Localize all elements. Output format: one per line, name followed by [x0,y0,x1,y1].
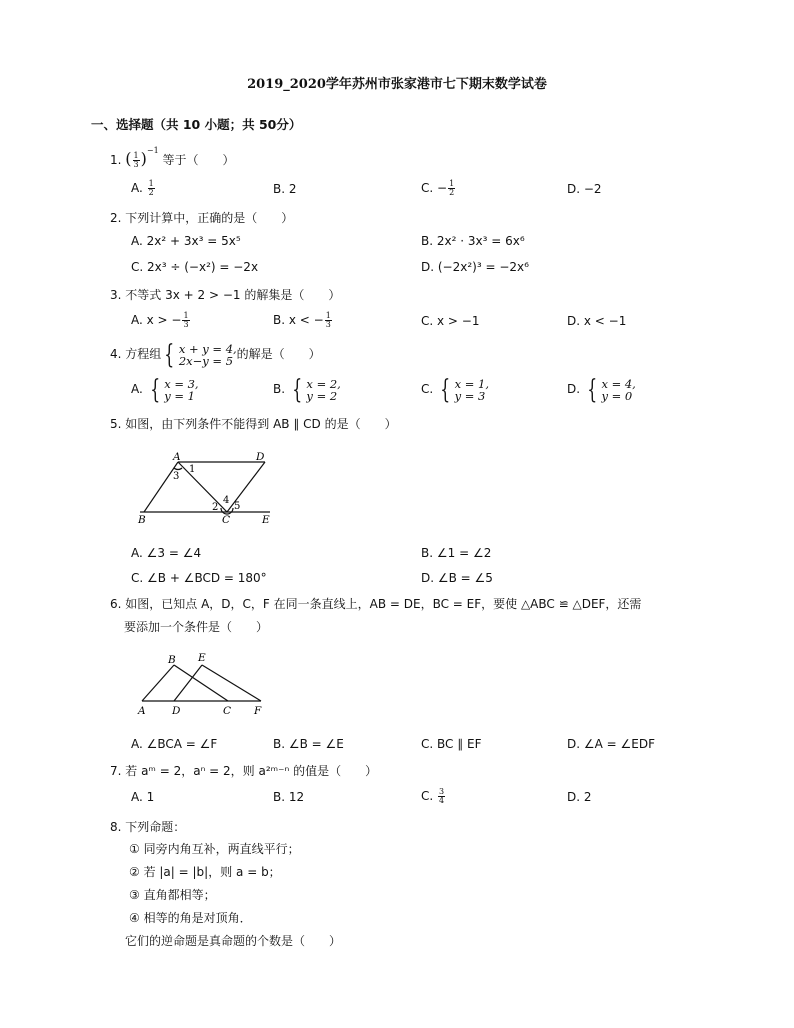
q4-equation-system: { x + y = 4, 2x−y = 5 [164,339,237,370]
q7-option-d[interactable]: D. 2 [567,790,592,804]
q5-label-d: D [256,451,265,463]
q5-option-a[interactable]: A. ∠3 = ∠4 [131,546,202,560]
q6-label-a: A [138,705,146,717]
q6-line-ab [142,665,174,701]
q5-label-a: A [173,451,181,463]
q1-exponent: −1 [146,146,159,155]
q2-option-d[interactable]: D. (−2x²)³ = −2x⁶ [421,260,529,274]
q7-option-c[interactable]: C. $\frac{3}{4}$ [421,787,445,805]
q5-angle-arc-a [174,468,182,470]
q6-option-a[interactable]: A. ∠BCA = ∠F [131,737,218,751]
q6-option-b[interactable]: B. ∠B = ∠E [273,737,344,751]
q3-option-b[interactable]: B. x < − $\frac{1}{3}$ [273,311,331,329]
question-6-stem-line2: 要添加一个条件是（ ） [124,620,269,634]
q5-label-b: B [138,514,146,526]
q6-label-b: B [168,654,176,666]
q6-line-ef [202,665,261,701]
q1-option-a[interactable]: A. $\frac{1}{2}$ [131,179,154,197]
q8-proposition-2: ② 若 |a| = |b|，则 a = b； [129,865,281,879]
q2-option-c[interactable]: C. 2x³ ÷ (−x²) = −2x [131,260,259,274]
q6-line-de [174,665,202,701]
q6-label-d: D [172,705,181,717]
q4-option-c[interactable]: C. { x = 1, y = 3 [421,374,489,405]
q5-label-5: 5 [234,501,241,512]
section-heading: 一、选择题（共 10 小题；共 50分） [91,117,302,132]
page-title: 2019_2020学年苏州市张家港市七下期末数学试卷 [247,77,547,92]
q8-proposition-3: ③ 直角都相等； [129,888,216,902]
q4-option-a[interactable]: A. { x = 3, y = 1 [131,374,199,405]
q2-option-b[interactable]: B. 2x² · 3x³ = 6x⁶ [421,234,525,248]
q3-option-d[interactable]: D. x < −1 [567,314,627,328]
q6-label-c: C [223,705,232,717]
q5-option-b[interactable]: B. ∠1 = ∠2 [421,546,492,560]
q6-label-e: E [198,652,206,664]
q6-option-d[interactable]: D. ∠A = ∠EDF [567,737,656,751]
q6-figure [135,650,270,718]
q5-label-2: 2 [212,502,219,513]
question-3-stem: 3. 不等式 3x + 2 > −1 的解集是（ ） [110,288,341,302]
q1-number: 1. [110,153,122,167]
q5-option-c[interactable]: C. ∠B + ∠BCD = 180° [131,571,267,585]
q1-option-b[interactable]: B. 2 [273,182,297,196]
q6-option-c[interactable]: C. BC ∥ EF [421,737,482,751]
q7-option-b[interactable]: B. 12 [273,790,305,804]
question-7-stem: 7. 若 aᵐ = 2，aⁿ = 2，则 a²ᵐ⁻ⁿ 的值是（ ） [110,764,378,778]
q5-label-1: 1 [189,464,196,475]
q3-option-c[interactable]: C. x > −1 [421,314,480,328]
q5-label-3: 3 [173,471,180,482]
q4-option-b[interactable]: B. { x = 2, y = 2 [273,374,341,405]
q1-text: 等于（ ） [162,153,235,167]
q1-option-d[interactable]: D. −2 [567,182,602,196]
q1-option-c[interactable]: C. − $\frac{1}{2}$ [421,179,455,197]
q5-figure [130,448,280,528]
question-5-stem: 5. 如图，由下列条件不能得到 AB ∥ CD 的是（ ） [110,417,397,431]
q6-label-f: F [254,705,262,717]
q7-option-a[interactable]: A. 1 [131,790,155,804]
question-6-stem-line1: 6. 如图，已知点 A，D，C，F 在同一条直线上，AB = DE，BC = EF，要使 △ABC ≌ △DEF，还需 [110,597,642,611]
q5-label-4: 4 [223,495,230,506]
q6-line-bc [174,665,228,701]
question-8-stem: 8. 下列命题： [110,820,186,834]
question-4-stem: 4. 方程组 { x + y = 4, 2x−y = 5 的解是（ ） [110,339,321,370]
question-1-stem: 1. ( $\frac{1}{3}$ )$^{-1}$ 等于（ ） [110,146,235,169]
q8-proposition-1: ① 同旁内角互补，两直线平行； [129,842,300,856]
q1-base-fraction: $\frac{1}{3}$ [133,151,139,169]
question-2-stem: 2. 下列计算中，正确的是（ ） [110,211,294,225]
q5-option-d[interactable]: D. ∠B = ∠5 [421,571,493,585]
q4-option-d[interactable]: D. { x = 4, y = 0 [567,374,636,405]
q5-label-c: C [222,514,231,526]
q2-option-a[interactable]: A. 2x² + 3x³ = 5x⁵ [131,234,241,248]
q8-proposition-4: ④ 相等的角是对顶角． [129,911,252,925]
q5-line-cd [227,462,265,512]
q8-question-tail: 它们的逆命题是真命题的个数是（ ） [125,934,342,948]
q5-line-ac [178,462,230,512]
q5-line-ab [144,462,178,512]
q3-option-a[interactable]: A. x > − $\frac{1}{3}$ [131,311,189,329]
q5-label-e: E [262,514,270,526]
